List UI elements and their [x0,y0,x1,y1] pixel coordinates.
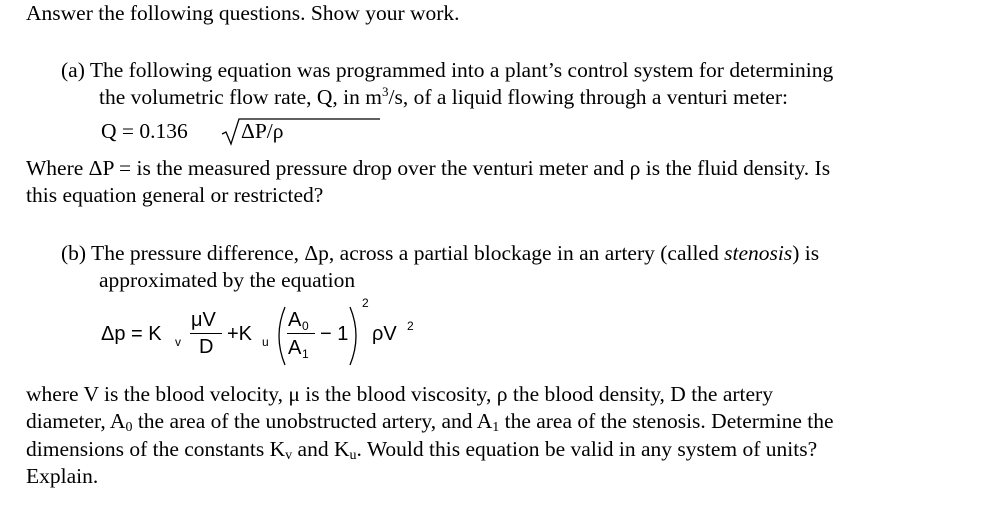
eq-lhs: Δp = K [101,323,162,345]
fraction-2-denominator: A [288,337,302,359]
stenosis-term: stenosis [724,241,793,265]
v-squared-exponent: 2 [407,319,414,333]
part-b-where-line-3 [26,436,817,469]
part-b-line-1 [61,240,819,266]
equation-lhs: Q = 0.136 [101,119,188,143]
a1-subscript: 1 [302,347,309,361]
kv-sub: v [285,448,293,463]
square-root-sign [220,118,380,146]
equation-radicand: ΔP/ρ [241,119,284,143]
where3-text-c: . Would this equation be valid in any system of units? [356,437,818,461]
minus-one: − 1 [320,323,349,345]
pressure-difference-equation [100,298,440,370]
a0-subscript: 0 [302,319,309,333]
where2-text-b: the area of the unobstructed artery, and A [132,409,493,433]
ku-sub: u [349,448,357,463]
part-a-line-1: (a) The following equation was programmed into a plant’s control system for determining [61,58,834,82]
part-a-where-line-2: this equation general or restricted? [26,183,324,207]
kv-subscript: v [175,335,181,349]
fraction-1-denominator: D [199,336,214,358]
a0-sub: 0 [125,420,133,435]
part-b-line-1-tail: ) is [792,241,820,265]
rho-v: ρV [372,323,397,345]
part-b-where-line-4: Explain. [26,464,99,488]
fraction-2-numerator: A [288,309,302,331]
instructions-text: Answer the following questions. Show your work. [26,1,460,25]
cubic-superscript: 3 [382,84,389,99]
right-paren-icon [347,305,365,367]
where3-text-b: and K [292,437,350,461]
part-a-line-2 [99,84,788,110]
part-b-line-2: approximated by the equation [99,268,356,292]
left-paren-icon [270,305,288,367]
part-a-where-line-1: Where ΔP = is the measured pressure drop over the venturi meter and ρ is the fluid density. Is [26,156,831,180]
part-b-line-1-text: (b) The pressure difference, Δp, across a partial blockage in an artery (called [61,241,725,265]
where2-text-c: the area of the stenosis. Determine the [499,409,834,433]
fraction-1-bar [190,333,222,334]
squared-exponent: 2 [362,296,369,310]
part-b-where-line-1: where V is the blood velocity, μ is the blood viscosity, ρ the blood density, D the artery [26,382,773,406]
where2-text-a: diameter, A [26,409,126,433]
fraction-2-bar [287,333,315,334]
where3-text-a: dimensions of the constants K [26,437,286,461]
fraction-1-numerator: μV [191,309,216,331]
plus-ku: +K [227,323,253,345]
ku-subscript: u [262,335,269,349]
a1-sub: 1 [492,420,500,435]
part-a-line-2-tail: /s, of a liquid flowing through a venturi meter: [388,85,788,109]
part-a-line-2-text: the volumetric flow rate, Q, in m [99,85,383,109]
